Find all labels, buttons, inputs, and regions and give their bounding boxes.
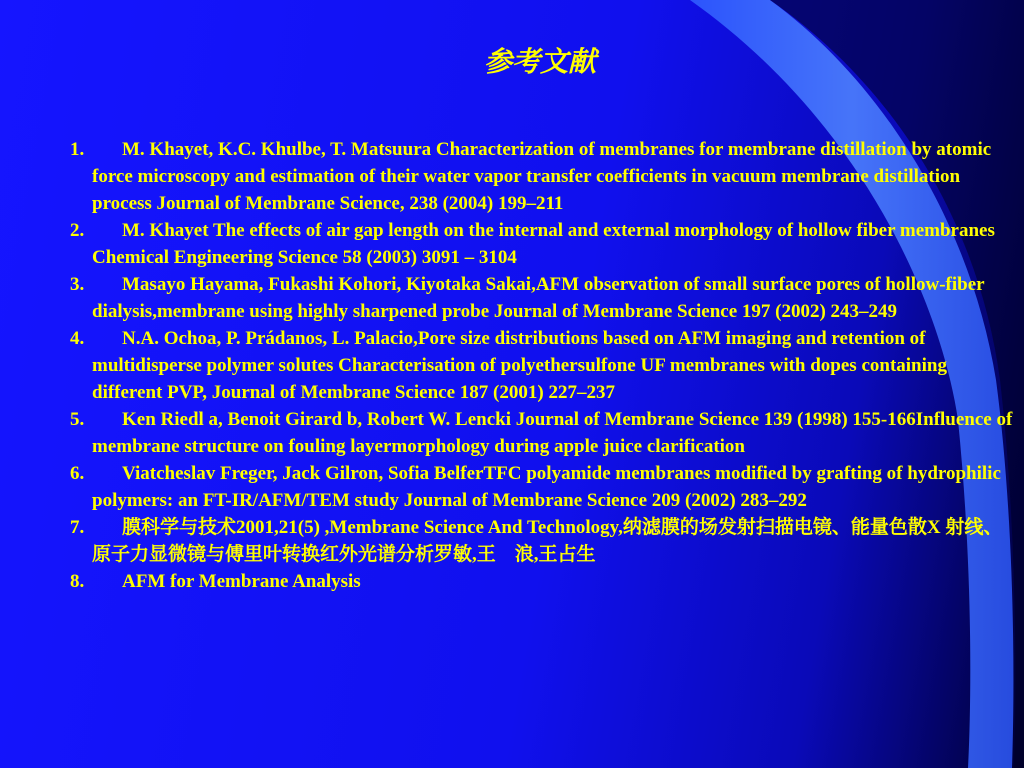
reference-text: Ken Riedl a, Benoit Girard b, Robert W. Lencki Journal of Membrane Science 139 (1998) 155-166Influence of membrane structure on fouling layermorphology during apple juice clarification	[92, 409, 1013, 457]
reference-item	[66, 217, 1016, 271]
reference-text: Viatcheslav Freger, Jack Gilron, Sofia BelferTFC polyamide membranes modified by grafting of hydrophilic polymers: an FT-IR/AFM/TEM study Journal of Membrane Science 209 (2002) 283–292	[92, 463, 1001, 511]
reference-text: AFM for Membrane Analysis	[122, 571, 361, 592]
reference-number: 4.	[70, 328, 85, 349]
reference-item	[66, 325, 1016, 406]
reference-item	[66, 271, 1016, 325]
reference-number: 5.	[70, 409, 85, 430]
reference-list	[66, 136, 1016, 595]
reference-number: 2.	[70, 220, 85, 241]
reference-number: 7.	[70, 517, 85, 538]
reference-text: 膜科学与技术2001,21(5) ,Membrane Science And Technology,纳滤膜的场发射扫描电镜、能量色散X 射线、原子力显微镜与傅里叶转换红外光谱分析罗敏,王 浪,王占生	[92, 517, 1003, 565]
reference-item	[66, 136, 1016, 217]
reference-text: M. Khayet, K.C. Khulbe, T. Matsuura Characterization of membranes for membrane distillation by atomic force microscopy and estimation of their water vapor transfer coefficients in vacuum membrane distillation process Journal of Membrane Science, 238 (2004) 199–211	[92, 139, 992, 214]
reference-item	[66, 568, 1016, 595]
reference-item	[66, 514, 1016, 568]
reference-item	[66, 406, 1016, 460]
reference-number: 1.	[70, 139, 85, 160]
slide-title: 参考文献	[483, 45, 596, 78]
reference-number: 3.	[70, 274, 85, 295]
reference-number: 6.	[70, 463, 85, 484]
reference-text: N.A. Ochoa, P. Prádanos, L. Palacio,Pore size distributions based on AFM imaging and retention of multidisperse polymer solutes Characterisation of polyethersulfone UF membranes with dopes containing different PVP, Journal of Membrane Science 187 (2001) 227–237	[92, 328, 947, 403]
reference-text: Masayo Hayama, Fukashi Kohori, Kiyotaka Sakai,AFM observation of small surface pores of hollow-fiber dialysis,membrane using highly sharpened probe Journal of Membrane Science 197 (2002) 243–249	[92, 274, 985, 322]
reference-number: 8.	[70, 571, 85, 592]
reference-text: M. Khayet The effects of air gap length on the internal and external morphology of hollow fiber membranes Chemical Engineering Science 58 (2003) 3091 – 3104	[92, 220, 995, 268]
reference-item	[66, 460, 1016, 514]
